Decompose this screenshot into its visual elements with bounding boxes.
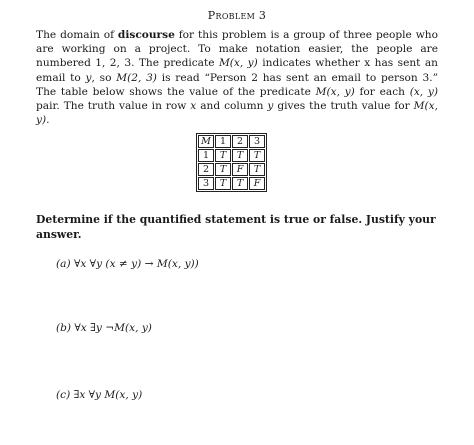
part-b-statement: (b) ∀x ∃y ¬M(x, y) xyxy=(56,322,152,334)
table-row xyxy=(198,149,265,162)
part-c-statement: (c) ∃x ∀y M(x, y) xyxy=(56,389,143,401)
table-cell: T xyxy=(215,177,231,190)
table-cell: F xyxy=(249,177,265,190)
predicate-example: M(2, 3) xyxy=(116,71,157,84)
intro-text-3: indicates whether x has sent an email to xyxy=(36,57,438,84)
table-cell: T xyxy=(215,149,231,162)
intro-text-9: gives the truth value for xyxy=(273,100,414,113)
table-row-header: 2 xyxy=(198,163,214,176)
table-cell: F xyxy=(232,163,248,176)
table-col-header: 2 xyxy=(232,135,248,148)
predicate-m-xy-2: M(x, y) xyxy=(315,85,355,98)
intro-text-5: is read “Person 2 has sent an email to person 3.” The table below shows the value of the predicate xyxy=(36,71,439,98)
problem-intro xyxy=(36,28,438,127)
table-cell: T xyxy=(215,163,231,176)
intro-text-6: for each xyxy=(354,85,410,98)
table-header-row xyxy=(198,135,265,148)
table-row xyxy=(198,177,265,190)
intro-text-1: The domain of xyxy=(36,29,118,41)
intro-end: . xyxy=(46,114,50,127)
var-y: y xyxy=(85,71,92,84)
truth-table-wrap xyxy=(196,133,276,192)
var-x: x xyxy=(190,100,197,113)
predicate-m-xy: M(x, y) xyxy=(218,57,258,70)
table-row xyxy=(198,163,265,176)
pair-xy: (x, y) xyxy=(409,85,439,98)
table-row-header: 3 xyxy=(198,177,214,190)
table-col-header: 1 xyxy=(215,135,231,148)
intro-text-2: for this problem is a group of three people who are working on a project. To make notation easier, the people are numbered 1, 2, 3. The predicate xyxy=(36,29,438,70)
part-a-statement: (a) ∀x ∀y (x ≠ y) → M(x, y)) xyxy=(56,258,199,270)
problem-title: Problem 3 xyxy=(207,9,267,22)
var-y-2: y xyxy=(267,100,274,113)
truth-table xyxy=(196,133,267,192)
table-corner-cell: M xyxy=(198,135,214,148)
table-cell: T xyxy=(249,149,265,162)
intro-text-8: and column xyxy=(196,100,268,113)
table-cell: T xyxy=(232,149,248,162)
table-row-header: 1 xyxy=(198,149,214,162)
intro-text-7: pair. The truth value in row xyxy=(36,100,191,113)
intro-text-4: , so xyxy=(91,71,117,84)
question-prompt: Determine if the quantified statement is true or false. Justify your answer. xyxy=(36,213,436,241)
table-cell: T xyxy=(232,177,248,190)
predicate-m-xy-3: M(x, y) xyxy=(36,100,438,127)
table-cell: T xyxy=(249,163,265,176)
intro-bold-discourse: discourse xyxy=(117,29,175,41)
table-col-header: 3 xyxy=(249,135,265,148)
